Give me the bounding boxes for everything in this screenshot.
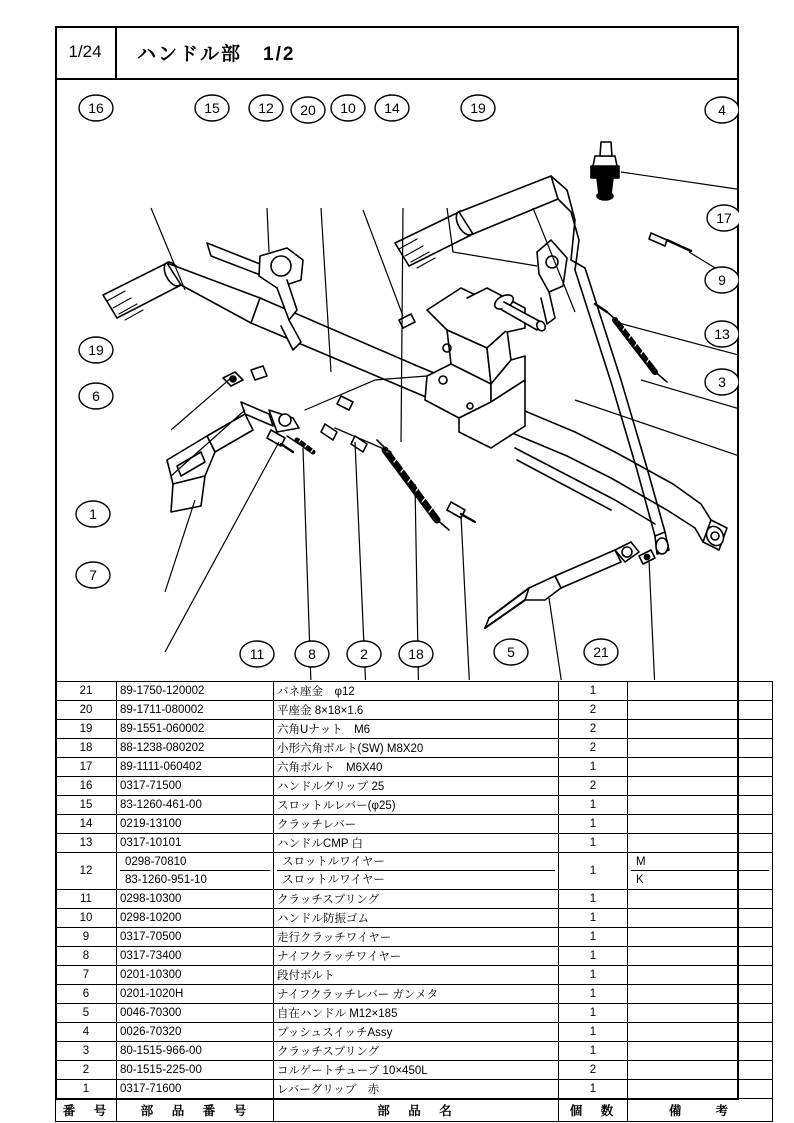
cell-qty: 1 — [559, 947, 628, 966]
cell-qty: 1 — [559, 815, 628, 834]
cell-no: 12 — [56, 853, 117, 890]
cell-no: 19 — [56, 720, 117, 739]
cell-no: 18 — [56, 739, 117, 758]
cell-part-name: ナイフクラッチレバー ガンメタ — [274, 985, 559, 1004]
cell-no: 6 — [56, 985, 117, 1004]
cell-part-number — [117, 853, 274, 890]
callout-2 — [347, 641, 381, 667]
cell-part-number: 83-1260-461-00 — [117, 796, 274, 815]
cell-remarks — [628, 739, 773, 758]
cell-no: 7 — [56, 966, 117, 985]
table-row — [56, 1061, 773, 1080]
cell-qty: 1 — [559, 1004, 628, 1023]
callout-16 — [79, 95, 113, 121]
cell-qty: 2 — [559, 701, 628, 720]
cell-remarks — [628, 966, 773, 985]
table-row — [56, 947, 773, 966]
callout-9 — [705, 267, 739, 293]
callout-10 — [331, 95, 365, 121]
cell-no: 5 — [56, 1004, 117, 1023]
table-row — [56, 853, 773, 890]
cell-no: 14 — [56, 815, 117, 834]
cell-qty: 1 — [559, 985, 628, 1004]
cell-part-name — [274, 853, 559, 890]
cell-qty: 1 — [559, 909, 628, 928]
callout-3 — [705, 369, 739, 395]
cell-part-name: クラッチレバー — [274, 815, 559, 834]
table-row — [56, 966, 773, 985]
cell-no: 17 — [56, 758, 117, 777]
callout-1 — [76, 501, 110, 527]
cell-no: 20 — [56, 701, 117, 720]
cell-part-name: 自在ハンドル M12×185 — [274, 1004, 559, 1023]
table-row — [56, 909, 773, 928]
cell-no: 10 — [56, 909, 117, 928]
cell-part-number: 0298-10200 — [117, 909, 274, 928]
cell-part-number: 89-1111-060402 — [117, 758, 274, 777]
cell-qty: 1 — [559, 1042, 628, 1061]
cell-no: 13 — [56, 834, 117, 853]
table-row — [56, 1042, 773, 1061]
callout-label: 20 — [300, 102, 316, 118]
cell-part-number-line: 83-1260-951-10 — [125, 874, 207, 886]
cell-remarks — [628, 890, 773, 909]
table-row — [56, 758, 773, 777]
callout-label: 2 — [360, 646, 368, 662]
cell-no: 2 — [56, 1061, 117, 1080]
table-header-row — [56, 1099, 773, 1122]
cell-remarks — [628, 834, 773, 853]
table-row — [56, 928, 773, 947]
cell-qty: 1 — [559, 1080, 628, 1099]
cell-no: 16 — [56, 777, 117, 796]
cell-part-number: 88-1238-080202 — [117, 739, 274, 758]
table-row — [56, 1080, 773, 1099]
cell-remarks — [628, 1061, 773, 1080]
callout-17 — [707, 205, 739, 231]
cell-qty: 2 — [559, 720, 628, 739]
cell-part-name: 小形六角ボルト(SW) M8X20 — [274, 739, 559, 758]
cell-remarks — [628, 947, 773, 966]
cell-no: 11 — [56, 890, 117, 909]
callout-label: 7 — [89, 567, 97, 583]
callout-label: 16 — [88, 100, 104, 116]
cell-no: 15 — [56, 796, 117, 815]
cell-part-number: 0026-70320 — [117, 1023, 274, 1042]
callout-label: 19 — [470, 100, 486, 116]
cell-remarks — [628, 853, 773, 890]
callout-label: 15 — [204, 100, 220, 116]
cell-no: 4 — [56, 1023, 117, 1042]
cell-part-name: 平座金 8×18×1.6 — [274, 701, 559, 720]
callout-label: 11 — [249, 646, 265, 662]
cell-remarks — [628, 682, 773, 701]
callout-19 — [79, 337, 113, 363]
header-no: 番 号 — [56, 1099, 117, 1122]
cell-qty: 1 — [559, 890, 628, 909]
page-title: ハンドル部 1/2 — [137, 43, 296, 65]
cell-part-name: バネ座金 φ12 — [274, 682, 559, 701]
cell-part-number: 0201-1020H — [117, 985, 274, 1004]
cell-remarks — [628, 1004, 773, 1023]
cell-remarks — [628, 758, 773, 777]
cell-remarks — [628, 701, 773, 720]
cell-part-number: 89-1750-120002 — [117, 682, 274, 701]
table-row — [56, 1004, 773, 1023]
parts-list-table — [55, 681, 739, 1122]
cell-remarks — [628, 928, 773, 947]
callout-label: 12 — [258, 100, 274, 116]
cell-remarks — [628, 1023, 773, 1042]
callout-7 — [76, 562, 110, 588]
cell-remarks — [628, 777, 773, 796]
exploded-assembly-drawing — [55, 80, 739, 680]
callout-18 — [399, 641, 433, 667]
page-number: 1/24 — [55, 26, 117, 78]
callout-label: 9 — [718, 272, 726, 288]
cell-part-name: クラッチスプリング — [274, 890, 559, 909]
cell-part-number: 80-1515-966-00 — [117, 1042, 274, 1061]
cell-part-name: クラッチスプリング — [274, 1042, 559, 1061]
cell-remarks — [628, 909, 773, 928]
table-row — [56, 701, 773, 720]
callout-label: 10 — [340, 100, 356, 116]
callout-label: 18 — [408, 646, 424, 662]
cell-qty: 2 — [559, 777, 628, 796]
cell-remarks-line: K — [636, 874, 644, 886]
cell-part-number: 0046-70300 — [117, 1004, 274, 1023]
cell-part-name: ハンドルCMP 白 — [274, 834, 559, 853]
cell-remarks-line: M — [631, 853, 769, 871]
cell-part-number: 89-1551-060002 — [117, 720, 274, 739]
cell-part-name: 段付ボルト — [274, 966, 559, 985]
callout-label: 13 — [714, 326, 730, 342]
cell-qty: 1 — [559, 853, 628, 890]
assembly-illustration — [55, 80, 739, 680]
cell-part-number: 0298-10300 — [117, 890, 274, 909]
callout-8 — [295, 641, 329, 667]
cell-part-number: 89-1711-080002 — [117, 701, 274, 720]
cell-qty: 1 — [559, 966, 628, 985]
cell-part-number: 0317-10101 — [117, 834, 274, 853]
header-remarks: 備 考 — [628, 1099, 773, 1122]
callout-5 — [494, 639, 528, 665]
parts-table — [55, 681, 773, 1122]
cell-remarks — [628, 720, 773, 739]
title-block — [55, 26, 739, 80]
cell-part-number: 0317-71500 — [117, 777, 274, 796]
cell-no: 8 — [56, 947, 117, 966]
callout-label: 4 — [718, 102, 726, 118]
cell-qty: 1 — [559, 758, 628, 777]
callout-label: 3 — [718, 374, 726, 390]
cell-part-name: 六角ボルト M6X40 — [274, 758, 559, 777]
callout-label: 8 — [308, 646, 316, 662]
cell-remarks — [628, 815, 773, 834]
callout-20 — [291, 97, 325, 123]
callout-14 — [375, 95, 409, 121]
cell-part-number-line: 0298-70810 — [120, 853, 270, 871]
callout-label: 6 — [92, 388, 100, 404]
cell-part-name-line: スロットルワイヤー — [277, 853, 555, 871]
cell-part-number: 0317-70500 — [117, 928, 274, 947]
callout-15 — [195, 95, 229, 121]
cell-qty: 1 — [559, 796, 628, 815]
table-row — [56, 890, 773, 909]
table-row — [56, 815, 773, 834]
table-row — [56, 682, 773, 701]
callout-12 — [249, 95, 283, 121]
callout-label: 14 — [384, 100, 400, 116]
cell-part-number: 0219-13100 — [117, 815, 274, 834]
cell-no: 21 — [56, 682, 117, 701]
cell-remarks — [628, 796, 773, 815]
cell-part-name: 六角Uナット M6 — [274, 720, 559, 739]
header-qty: 個 数 — [559, 1099, 628, 1122]
cell-part-name: プッシュスイッチAssy — [274, 1023, 559, 1042]
callout-label: 21 — [593, 644, 609, 660]
table-row — [56, 777, 773, 796]
cell-part-name: コルゲートチューブ 10×450L — [274, 1061, 559, 1080]
cell-part-number: 80-1515-225-00 — [117, 1061, 274, 1080]
callout-13 — [705, 321, 739, 347]
callout-4 — [705, 97, 739, 123]
table-row — [56, 739, 773, 758]
cell-part-name: スロットルレバー(φ25) — [274, 796, 559, 815]
callout-21 — [584, 639, 618, 665]
cell-part-number: 0317-73400 — [117, 947, 274, 966]
table-row — [56, 1023, 773, 1042]
callout-label: 17 — [716, 210, 732, 226]
cell-part-number: 0317-71600 — [117, 1080, 274, 1099]
table-row — [56, 985, 773, 1004]
header-part-number: 部 品 番 号 — [117, 1099, 274, 1122]
cell-qty: 1 — [559, 1023, 628, 1042]
callout-label: 1 — [89, 506, 97, 522]
cell-part-name: ハンドルグリップ 25 — [274, 777, 559, 796]
callout-11 — [240, 641, 274, 667]
callout-19 — [461, 95, 495, 121]
callout-6 — [79, 383, 113, 409]
cell-part-name: レバーグリップ 赤 — [274, 1080, 559, 1099]
callout-label: 19 — [88, 342, 104, 358]
cell-qty: 2 — [559, 739, 628, 758]
cell-part-name: 走行クラッチワイヤー — [274, 928, 559, 947]
header-part-name: 部 品 名 — [274, 1099, 559, 1122]
cell-no: 9 — [56, 928, 117, 947]
cell-qty: 2 — [559, 1061, 628, 1080]
callout-label: 5 — [507, 644, 515, 660]
cell-part-name-line: スロットルワイヤー — [282, 874, 385, 886]
cell-qty: 1 — [559, 928, 628, 947]
cell-remarks — [628, 1042, 773, 1061]
cell-qty: 1 — [559, 682, 628, 701]
cell-part-name: ハンドル防振ゴム — [274, 909, 559, 928]
cell-remarks — [628, 1080, 773, 1099]
cell-no: 1 — [56, 1080, 117, 1099]
cell-part-name: ナイフクラッチワイヤー — [274, 947, 559, 966]
table-row — [56, 834, 773, 853]
cell-no: 3 — [56, 1042, 117, 1061]
cell-remarks — [628, 985, 773, 1004]
cell-part-number: 0201-10300 — [117, 966, 274, 985]
table-row — [56, 720, 773, 739]
cell-qty: 1 — [559, 834, 628, 853]
table-row — [56, 796, 773, 815]
